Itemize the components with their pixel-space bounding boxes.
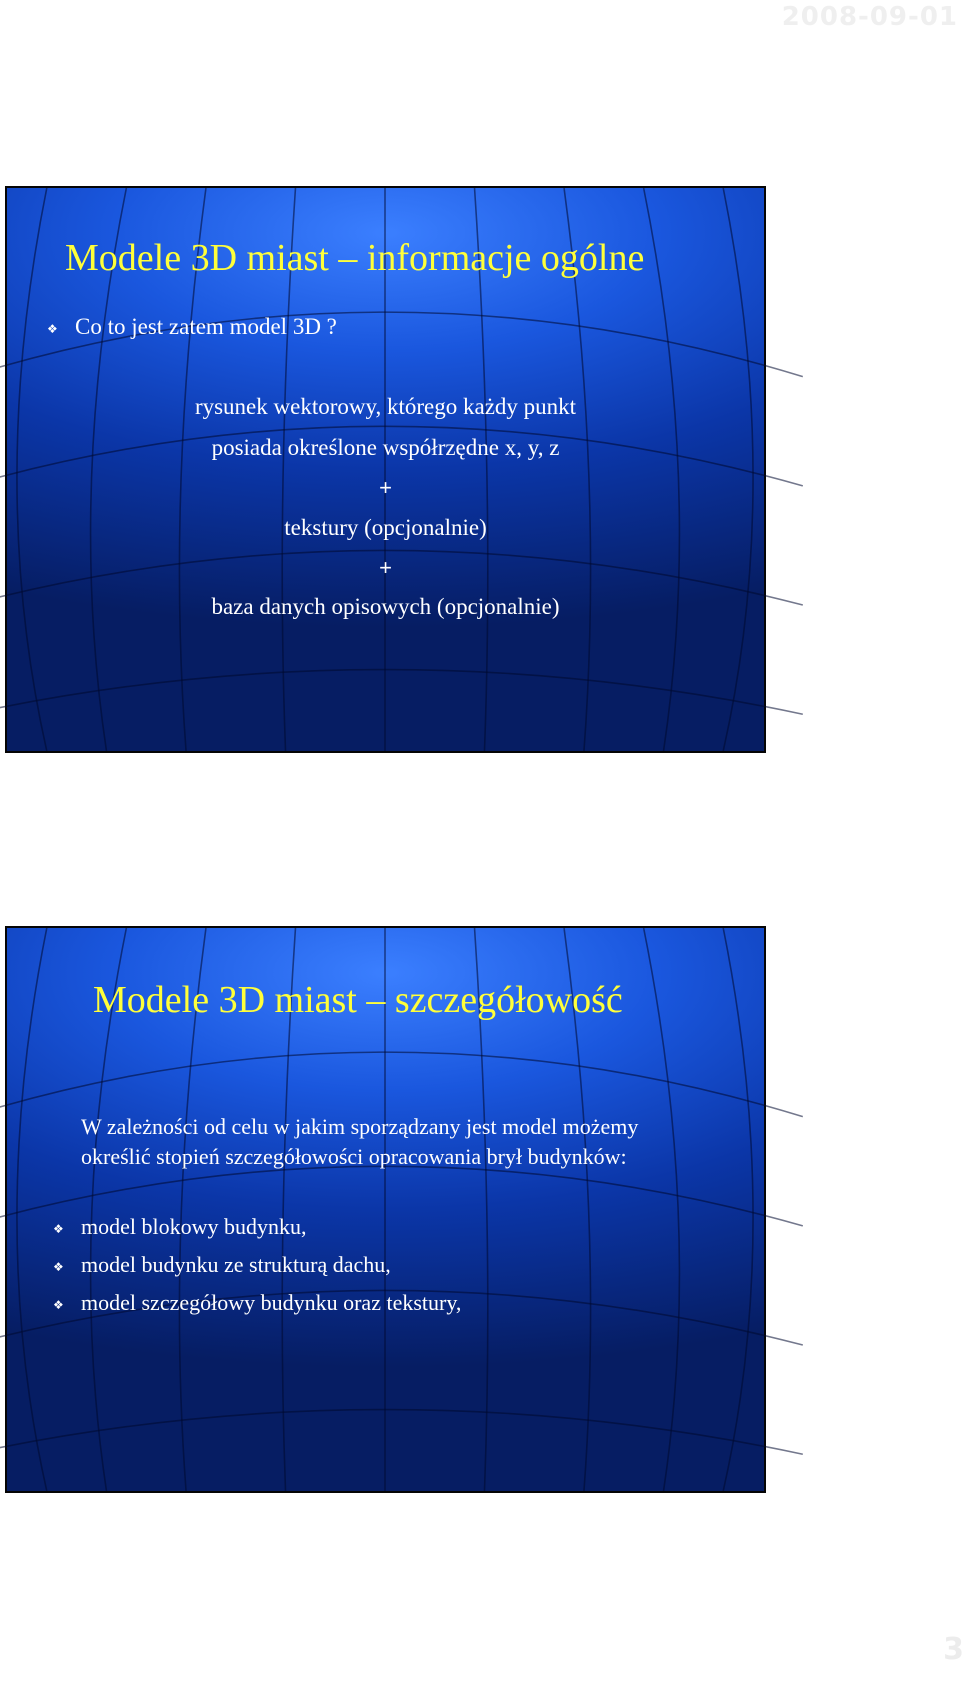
slide-2-intro-line: określić stopień szczegółowości opracowania brył budynków: — [81, 1144, 627, 1169]
slide-1-plus: + — [379, 475, 392, 500]
slide-2-item: model budynku ze strukturą dachu, — [81, 1252, 391, 1277]
slide-2-title: Modele 3D miast – szczegółowość — [93, 979, 623, 1021]
slide-1-line: tekstury (opcjonalnie) — [284, 515, 487, 540]
date-stamp: 2008-09-01 — [781, 2, 958, 32]
diamond-bullet-icon: ❖ — [53, 1222, 64, 1236]
diamond-bullet-icon: ❖ — [53, 1260, 64, 1274]
slide-1-plus: + — [379, 555, 392, 580]
slide-1-line: rysunek wektorowy, którego każdy punkt — [194, 394, 577, 419]
slide-2 — [5, 926, 766, 1493]
slide-1-title: Modele 3D miast – informacje ogólne — [65, 237, 645, 279]
slide-2-item: model blokowy budynku, — [81, 1214, 307, 1239]
slide-1 — [5, 186, 766, 753]
page-number: 3 — [943, 1632, 964, 1667]
slide-1-question: Co to jest zatem model 3D ? — [75, 314, 337, 339]
slide-2-intro-line: W zależności od celu w jakim sporządzany jest model możemy — [81, 1114, 639, 1139]
slide-2-item: model szczegółowy budynku oraz tekstury, — [81, 1290, 462, 1315]
slide-1-line: posiada określone współrzędne x, y, z — [211, 435, 560, 460]
diamond-bullet-icon: ❖ — [47, 322, 58, 336]
diamond-bullet-icon: ❖ — [53, 1298, 64, 1312]
slide-1-line: baza danych opisowych (opcjonalnie) — [211, 594, 560, 619]
